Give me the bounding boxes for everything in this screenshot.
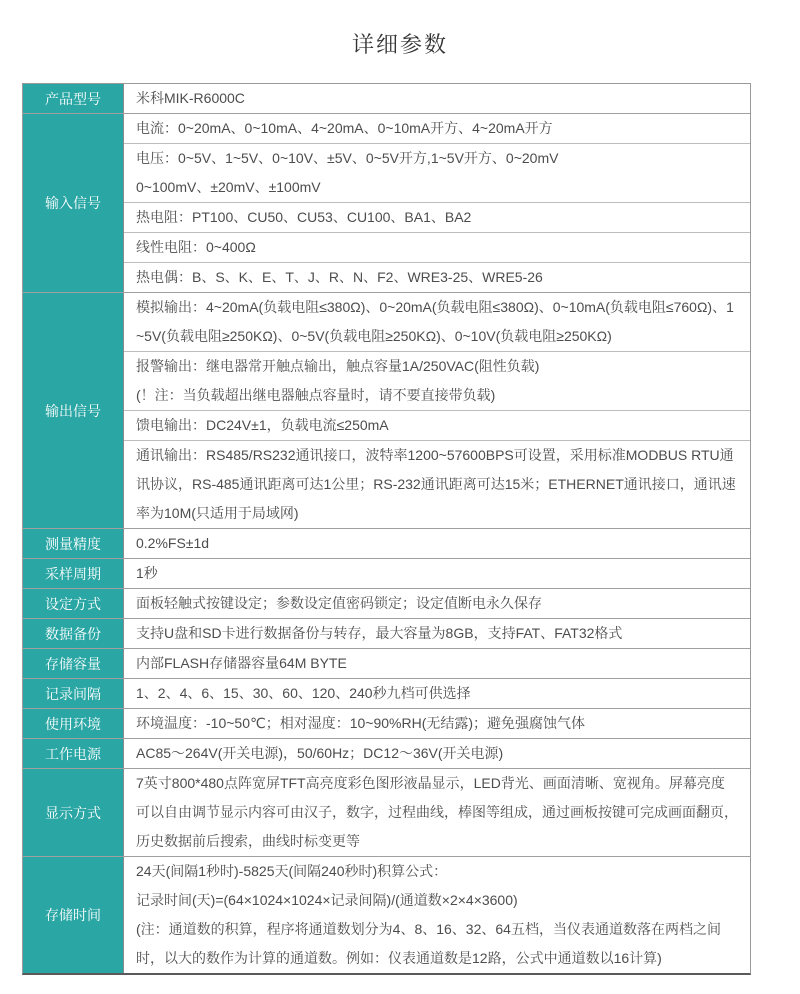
spec-text: AC85～264V(开关电源)，50/60Hz；DC12～36V(开关电源) bbox=[136, 745, 504, 761]
spec-row bbox=[23, 84, 750, 114]
spec-text: 馈电输出：DC24V±1，负载电流≤250mA bbox=[136, 417, 389, 433]
spec-row bbox=[23, 679, 750, 709]
spec-cells bbox=[124, 293, 750, 528]
spec-cells bbox=[124, 114, 750, 292]
spec-text: 0~100mV、±20mV、±100mV bbox=[136, 179, 321, 195]
spec-value-cell bbox=[124, 203, 750, 233]
spec-text: 报警输出：继电器常开触点输出，触点容量1A/250VAC(阻性负载) bbox=[136, 358, 540, 374]
spec-text: 面板轻触式按键设定；参数设定值密码锁定；设定值断电永久保存 bbox=[136, 595, 542, 611]
spec-cells bbox=[124, 857, 750, 973]
spec-row bbox=[23, 709, 750, 739]
spec-text: 热电偶：B、S、K、E、T、J、R、N、F2、WRE3-25、WRE5-26 bbox=[136, 269, 543, 285]
spec-text: 米科MIK-R6000C bbox=[136, 90, 245, 106]
spec-text: 支持U盘和SD卡进行数据备份与转存，最大容量为8GB，支持FAT、FAT32格式 bbox=[136, 625, 623, 641]
spec-text: 通讯输出：RS485/RS232通讯接口，波特率1200~57600BPS可设置，采用标准MODBUS RTU通讯协议，RS-485通讯距离可达1公里；RS-232通讯距离可达15米；ETHERNET通讯接口，通讯速率为10M(只适用于局域网) bbox=[136, 447, 736, 521]
spec-text: 环境温度：-10~50℃；相对湿度：10~90%RH(无结露)；避免强腐蚀气体 bbox=[136, 715, 586, 731]
spec-text: 内部FLASH存储器容量64M BYTE bbox=[136, 655, 347, 671]
spec-label: 存储时间 bbox=[23, 857, 124, 973]
spec-row bbox=[23, 649, 750, 679]
spec-row bbox=[23, 293, 750, 529]
spec-cells bbox=[124, 84, 750, 113]
spec-label: 显示方式 bbox=[23, 769, 124, 856]
spec-text: 电流：0~20mA、0~10mA、4~20mA、0~10mA开方、4~20mA开方 bbox=[136, 120, 553, 136]
spec-value-cell bbox=[124, 679, 750, 708]
spec-value-cell bbox=[124, 352, 750, 411]
spec-row bbox=[23, 589, 750, 619]
spec-cells bbox=[124, 739, 750, 768]
spec-text: 7英寸800*480点阵宽屏TFT高亮度彩色图形液晶显示，LED背光、画面清晰、宽视角。屏幕亮度可以自由调节显示内容可由汉子，数字，过程曲线，棒图等组成，通过画板按键可完成画面翻页，历史数据前后搜索，曲线时标变更等 bbox=[136, 775, 738, 849]
spec-value-cell bbox=[124, 144, 750, 203]
spec-value-cell bbox=[124, 293, 750, 352]
spec-cells bbox=[124, 619, 750, 648]
spec-text: 电压：0~5V、1~5V、0~10V、±5V、0~5V开方,1~5V开方、0~20mV bbox=[136, 150, 559, 166]
spec-cells bbox=[124, 559, 750, 588]
spec-row bbox=[23, 619, 750, 649]
spec-text: 热电阻：PT100、CU50、CU53、CU100、BA1、BA2 bbox=[136, 209, 472, 225]
spec-value-cell bbox=[124, 857, 750, 973]
spec-value-cell bbox=[124, 263, 750, 292]
spec-row bbox=[23, 769, 750, 857]
spec-cells bbox=[124, 679, 750, 708]
spec-value-cell bbox=[124, 114, 750, 144]
spec-label: 工作电源 bbox=[23, 739, 124, 768]
spec-value-cell bbox=[124, 441, 750, 528]
spec-label: 测量精度 bbox=[23, 529, 124, 558]
spec-cells bbox=[124, 649, 750, 678]
spec-label: 输入信号 bbox=[23, 114, 124, 292]
spec-value-cell bbox=[124, 529, 750, 558]
spec-value-cell bbox=[124, 739, 750, 768]
spec-label: 数据备份 bbox=[23, 619, 124, 648]
spec-value-cell bbox=[124, 411, 750, 441]
spec-row bbox=[23, 857, 750, 973]
spec-text: 24天(间隔1秒时)-5825天(间隔240秒时)积算公式： bbox=[136, 863, 448, 879]
spec-value-cell bbox=[124, 559, 750, 588]
spec-row bbox=[23, 559, 750, 589]
spec-text: 0.2%FS±1d bbox=[136, 535, 210, 551]
spec-row bbox=[23, 529, 750, 559]
spec-label: 存储容量 bbox=[23, 649, 124, 678]
spec-text: 模拟输出：4~20mA(负载电阻≤380Ω)、0~20mA(负载电阻≤380Ω)、0~10mA(负载电阻≤760Ω)、1~5V(负载电阻≥250KΩ)、0~5V(负载电阻≥250KΩ)、0~10V(负载电阻≥250KΩ) bbox=[136, 299, 734, 344]
spec-text: 记录时间(天)=(64×1024×1024×记录间隔)/(通道数×2×4×3600) bbox=[136, 892, 518, 908]
spec-label: 使用环境 bbox=[23, 709, 124, 738]
spec-value-cell bbox=[124, 769, 750, 856]
spec-text: 线性电阻：0~400Ω bbox=[136, 239, 256, 255]
spec-cells bbox=[124, 589, 750, 618]
spec-cells bbox=[124, 709, 750, 738]
spec-value-cell bbox=[124, 709, 750, 738]
spec-text: (！注：当负载超出继电器触点容量时，请不要直接带负载) bbox=[136, 387, 496, 403]
spec-row bbox=[23, 114, 750, 293]
spec-text: 1、2、4、6、15、30、60、120、240秒九档可供选择 bbox=[136, 685, 471, 701]
page-title: 详细参数 bbox=[351, 32, 448, 57]
spec-label: 记录间隔 bbox=[23, 679, 124, 708]
spec-label: 设定方式 bbox=[23, 589, 124, 618]
spec-cells bbox=[124, 769, 750, 856]
spec-label: 输出信号 bbox=[23, 293, 124, 528]
spec-cells bbox=[124, 529, 750, 558]
spec-text: 1秒 bbox=[136, 565, 158, 581]
spec-value-cell bbox=[124, 233, 750, 263]
spec-value-cell bbox=[124, 619, 750, 648]
spec-row bbox=[23, 739, 750, 769]
spec-value-cell bbox=[124, 649, 750, 678]
spec-value-cell bbox=[124, 84, 750, 113]
spec-table bbox=[22, 83, 751, 975]
spec-text: (注：通道数的积算，程序将通道数划分为4、8、16、32、64五档，当仪表通道数落在两档之间时，以大的数作为计算的通道数。例如：仪表通道数是12路，公式中通道数以16计算) bbox=[136, 921, 721, 966]
spec-label: 采样周期 bbox=[23, 559, 124, 588]
spec-label: 产品型号 bbox=[23, 84, 124, 113]
spec-value-cell bbox=[124, 589, 750, 618]
